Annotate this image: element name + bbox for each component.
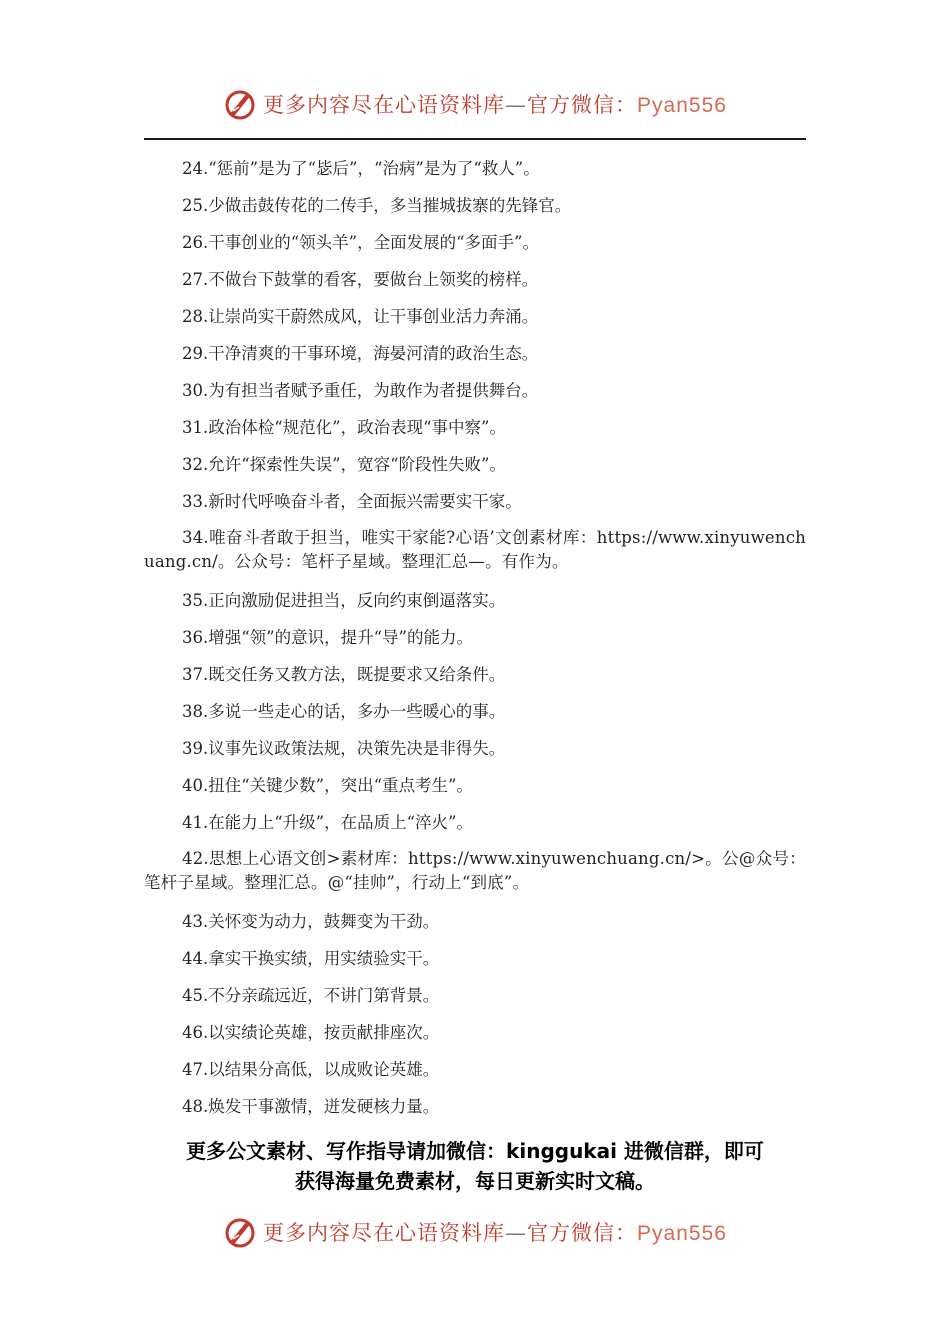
list-item: 46.以实绩论英雄，按贡献排座次。 [182,1023,440,1042]
document-body [144,150,806,1125]
wechat-label: 官方微信： [527,93,638,117]
logo-text: 更多内容尽在心语资料库 [263,93,506,117]
wechat-id: Pyan556 [637,94,727,117]
list-item: 30.为有担当者赋予重任，为敢作为者提供舞台。 [182,381,539,400]
footer-logo [0,1210,950,1254]
list-item: 38.多说一些走心的话，多办一些暖心的事。 [182,702,506,721]
logo-separator: — [505,93,528,117]
logo-separator: — [505,1221,528,1245]
list-item-34: 34.唯奋斗者敢于担当，唯实干家能?心语’文创素材库：https://www.xinyuwenchuang.cn/。公众号：笔杆子星域。整理汇总—。有作为。 [144,528,806,571]
header-logo [0,82,950,126]
quill-logo-icon [223,87,257,121]
list-item: 26.干事创业的“领头羊”，全面发展的“多面手”。 [182,233,539,252]
list-item: 25.少做击鼓传花的二传手，多当摧城拔寨的先锋官。 [182,196,572,215]
quill-logo-icon [223,1215,257,1249]
list-item-42: 42.思想上心语文创>素材库：https://www.xinyuwenchuang.cn/>。公@众号：笔杆子星域。整理汇总。@“挂帅”，行动上“到底”。 [144,849,806,892]
list-item: 37.既交任务又教方法，既提要求又给条件。 [182,665,506,684]
list-item: 40.扭住“关键少数”，突出“重点考生”。 [182,776,473,795]
list-item: 29.干净清爽的干事环境，海晏河清的政治生态。 [182,344,539,363]
list-item: 28.让崇尚实干蔚然成风，让干事创业活力奔涌。 [182,307,539,326]
list-item: 33.新时代呼唤奋斗者，全面振兴需要实干家。 [182,492,522,511]
list-item: 39.议事先议政策法规，决策先决是非得失。 [182,739,506,758]
list-item: 31.政治体检“规范化”，政治表现“事中察”。 [182,418,506,437]
list-item: 47.以结果分高低，以成败论英雄。 [182,1060,440,1079]
list-item: 32.允许“探索性失误”，宽容“阶段性失败”。 [182,455,506,474]
list-item: 41.在能力上“升级”，在品质上“淬火”。 [182,813,473,832]
promo-notice [120,1136,830,1196]
header-divider [144,138,806,140]
wechat-label: 官方微信： [527,1221,638,1245]
promo-line-2: 获得海量免费素材，每日更新实时文稿。 [295,1169,655,1193]
list-item: 48.焕发干事激情，迸发硬核力量。 [182,1097,440,1116]
promo-line-1: 更多公文素材、写作指导请加微信：kinggukai 进微信群，即可 [186,1139,764,1163]
list-item: 24.“惩前”是为了“毖后”，“治病”是为了“救人”。 [182,159,540,178]
list-item: 43.关怀变为动力，鼓舞变为干劲。 [182,912,440,931]
list-item: 36.增强“领”的意识，提升“导”的能力。 [182,628,473,647]
wechat-id: Pyan556 [637,1222,727,1245]
list-item: 45.不分亲疏远近，不讲门第背景。 [182,986,440,1005]
list-item: 27.不做台下鼓掌的看客，要做台上领奖的榜样。 [182,270,539,289]
list-item: 35.正向激励促进担当，反向约束倒逼落实。 [182,591,506,610]
logo-text: 更多内容尽在心语资料库 [263,1221,506,1245]
list-item: 44.拿实干换实绩，用实绩验实干。 [182,949,440,968]
